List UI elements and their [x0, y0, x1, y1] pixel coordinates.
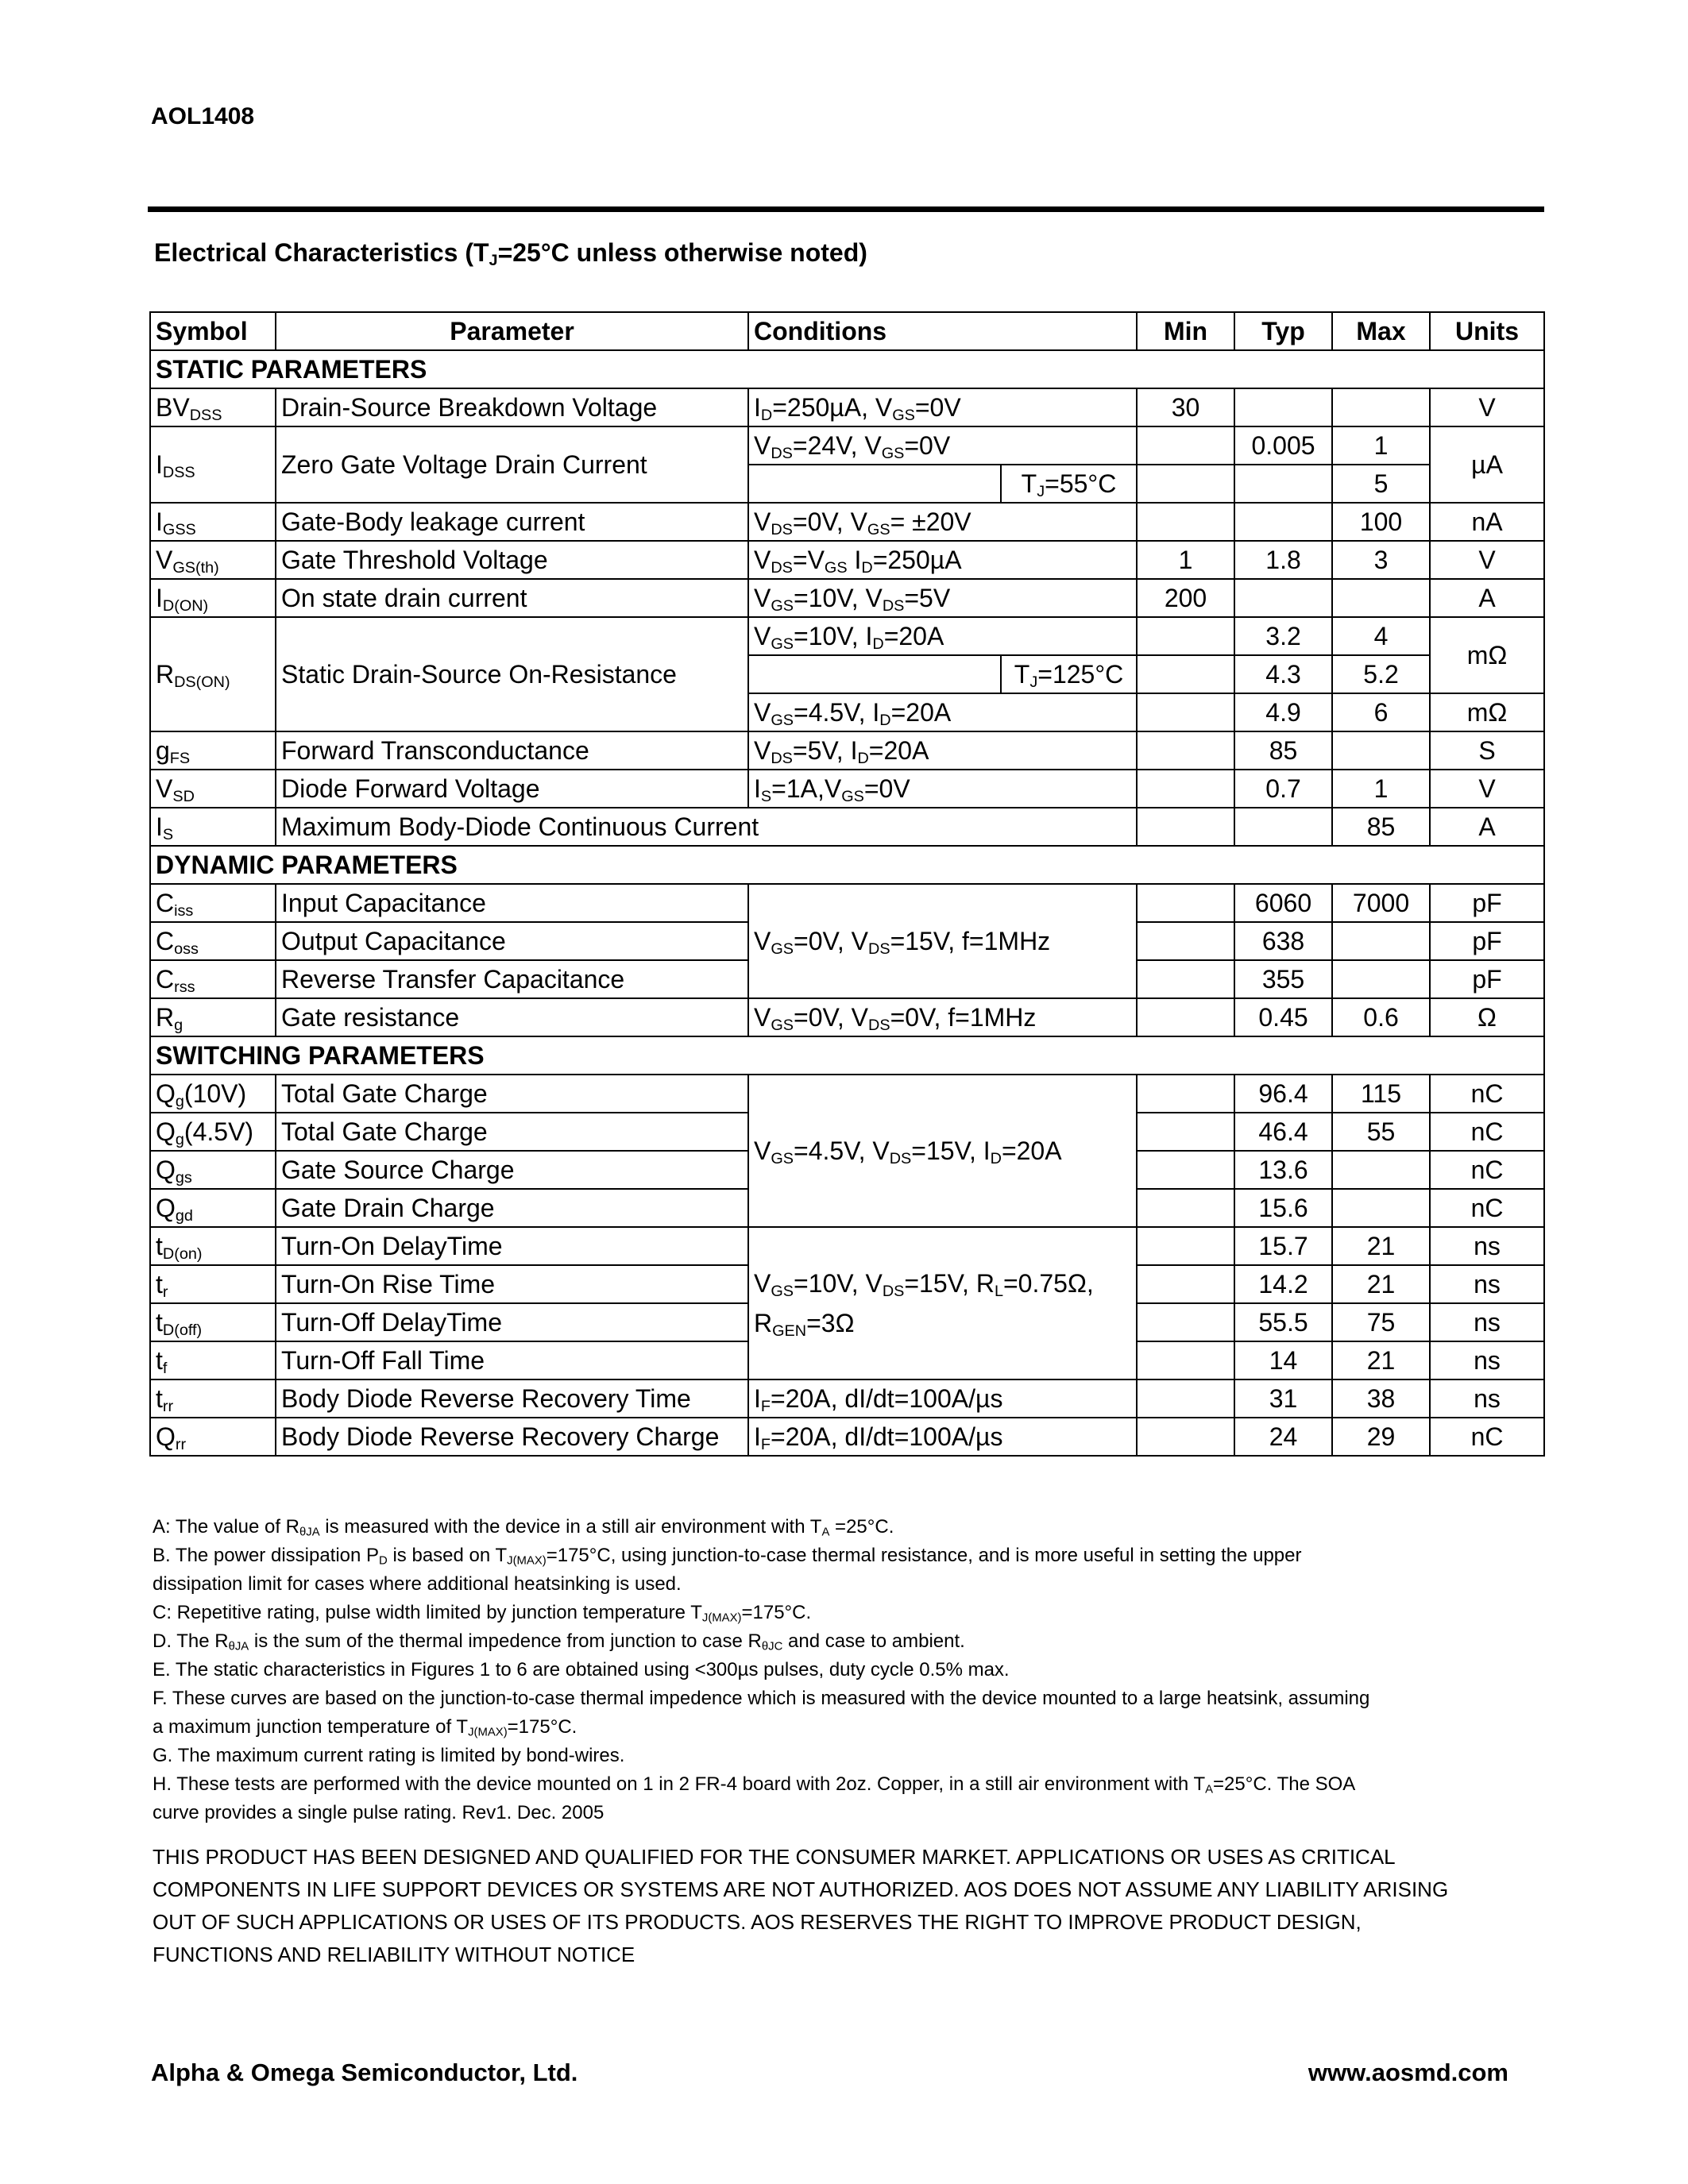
disclaimer-line: COMPONENTS IN LIFE SUPPORT DEVICES OR SYSTEMS ARE NOT AUTHORIZED. AOS DOES NOT ASSUME ANY LIABILITY ARISING — [153, 1877, 1449, 1901]
note-b-cont: dissipation limit for cases where additional heatsinking is used. — [153, 1573, 682, 1595]
typ-cell: 13.6 — [1234, 1151, 1332, 1189]
table-row — [150, 1075, 1544, 1113]
symbol-cell: $V_{SD}$ — [150, 770, 276, 808]
max-cell: 4 — [1332, 617, 1430, 655]
disclaimer-line: FUNCTIONS AND RELIABILITY WITHOUT NOTICE — [153, 1943, 635, 1966]
symbol-cell: $t_r$ — [150, 1265, 276, 1303]
units-cell: A — [1430, 579, 1544, 617]
symbol-cell: $I_S$ — [150, 808, 276, 846]
max-cell — [1332, 1151, 1430, 1189]
typ-cell — [1234, 808, 1332, 846]
parameter-cell: Gate resistance — [276, 998, 748, 1036]
conditions-cell: $V_{GS}=4.5V$, $I_D=20A$ — [748, 693, 1137, 731]
parameter-cell: Turn-On Rise Time — [276, 1265, 748, 1303]
typ-cell: 0.45 — [1234, 998, 1332, 1036]
section-title-text: Electrical Characteristics (T — [154, 238, 489, 267]
units-cell: pF — [1430, 922, 1544, 960]
max-cell: 38 — [1332, 1379, 1430, 1418]
units-cell: ns — [1430, 1227, 1544, 1265]
min-cell — [1137, 1379, 1234, 1418]
max-cell: 7000 — [1332, 884, 1430, 922]
parameter-cell: Gate Drain Charge — [276, 1189, 748, 1227]
conditions-cell: $V_{DS}=24V$, $V_{GS}=0V$ — [748, 426, 1137, 465]
parameter-cell: Gate Threshold Voltage — [276, 541, 748, 579]
max-cell: 75 — [1332, 1303, 1430, 1341]
table-row — [150, 579, 1544, 617]
max-cell: 115 — [1332, 1075, 1430, 1113]
parameter-cell: Input Capacitance — [276, 884, 748, 922]
symbol-cell: $C_{rss}$ — [150, 960, 276, 998]
max-cell: 1 — [1332, 770, 1430, 808]
static-section-header: STATIC PARAMETERS — [150, 350, 1544, 388]
symbol-cell: $g_{FS}$ — [150, 731, 276, 770]
part-number: AOL1408 — [151, 103, 255, 129]
note-c: C: Repetitive rating, pulse width limited by junction temperature $T_{J(MAX)}=175^\circ C$. — [153, 1602, 812, 1625]
parameter-cell: Total Gate Charge — [276, 1113, 748, 1151]
note-h-cont: curve provides a single pulse rating. Rev1. Dec. 2005 — [153, 1802, 605, 1823]
typ-cell: 355 — [1234, 960, 1332, 998]
col-typ: Typ — [1234, 312, 1332, 350]
symbol-cell: $Q_{gd}$ — [150, 1189, 276, 1227]
units-cell: pF — [1430, 960, 1544, 998]
electrical-characteristics-table — [149, 311, 1545, 1457]
max-cell — [1332, 579, 1430, 617]
typ-cell: 1.8 — [1234, 541, 1332, 579]
conditions-cell: $I_S=1A,V_{GS}=0V$ — [748, 770, 1137, 808]
max-cell: 1 — [1332, 426, 1430, 465]
symbol-cell: $I_{DSS}$ — [150, 426, 276, 503]
website-link[interactable]: www.aosmd.com — [1308, 2059, 1508, 2086]
symbol-cell: $R_{DS(ON)}$ — [150, 617, 276, 731]
conditions-cell: $V_{DS}=5V$, $I_D=20A$ — [748, 731, 1137, 770]
parameter-cell: Gate-Body leakage current — [276, 503, 748, 541]
units-cell: ns — [1430, 1303, 1544, 1341]
dynamic-section-header: DYNAMIC PARAMETERS — [150, 846, 1544, 884]
typ-cell: 24 — [1234, 1418, 1332, 1456]
disclaimer — [153, 1841, 1543, 1971]
symbol-cell: $V_{GS(th)}$ — [150, 541, 276, 579]
footnotes — [153, 1513, 1543, 1827]
min-cell — [1137, 731, 1234, 770]
table-row — [150, 388, 1544, 426]
min-cell: 1 — [1137, 541, 1234, 579]
section-title-rest: =25°C unless otherwise noted) — [497, 238, 867, 267]
min-cell — [1137, 922, 1234, 960]
conditions-cell — [748, 465, 1001, 503]
min-cell — [1137, 884, 1234, 922]
typ-cell — [1234, 465, 1332, 503]
typ-cell: 6060 — [1234, 884, 1332, 922]
note-h: H. These tests are performed with the device mounted on 1 in 2 FR-4 board with 2oz. Copper, in a still air environment with $T_A=25^\circ C$. The SOA — [153, 1773, 1356, 1796]
symbol-cell: $t_{rr}$ — [150, 1379, 276, 1418]
conditions-cell: $V_{GS}=10V$, $I_D=20A$ — [748, 617, 1137, 655]
table-row — [150, 1227, 1544, 1265]
min-cell — [1137, 998, 1234, 1036]
parameter-cell: Reverse Transfer Capacitance — [276, 960, 748, 998]
symbol-cell: $t_{D(off)}$ — [150, 1303, 276, 1341]
parameter-cell: Turn-Off Fall Time — [276, 1341, 748, 1379]
conditions-cell: $V_{DS}=0V$, $V_{GS}= \pm 20V$ — [748, 503, 1137, 541]
conditions-cell: $T_J=125^\circ C$ — [1001, 655, 1137, 693]
min-cell — [1137, 1303, 1234, 1341]
min-cell — [1137, 1418, 1234, 1456]
max-cell: 100 — [1332, 503, 1430, 541]
units-cell: pF — [1430, 884, 1544, 922]
units-cell: mΩ — [1430, 617, 1544, 693]
symbol-cell: $Q_{gs}$ — [150, 1151, 276, 1189]
note-g: G. The maximum current rating is limited by bond-wires. — [153, 1745, 625, 1766]
units-cell: ns — [1430, 1265, 1544, 1303]
symbol-cell: $BV_{DSS}$ — [150, 388, 276, 426]
conditions-cell: $V_{DS}=V_{GS}$ $I_D=250\mu A$ — [748, 541, 1137, 579]
symbol-cell: $Q_{rr}$ — [150, 1418, 276, 1456]
section-title-sub: J — [489, 251, 498, 269]
symbol-cell: $I_{D(ON)}$ — [150, 579, 276, 617]
max-cell — [1332, 960, 1430, 998]
min-cell: 200 — [1137, 579, 1234, 617]
parameter-cell: Drain-Source Breakdown Voltage — [276, 388, 748, 426]
min-cell — [1137, 770, 1234, 808]
parameter-cell: On state drain current — [276, 579, 748, 617]
table-row — [150, 808, 1544, 846]
symbol-cell: $Q_g(10V)$ — [150, 1075, 276, 1113]
symbol-cell: $Q_g(4.5V)$ — [150, 1113, 276, 1151]
symbol-cell: $t_f$ — [150, 1341, 276, 1379]
min-cell — [1137, 960, 1234, 998]
col-symbol: Symbol — [150, 312, 276, 350]
conditions-cell: $V_{GS}=10V$, $V_{DS}=5V$ — [748, 579, 1137, 617]
max-cell: 5 — [1332, 465, 1430, 503]
min-cell — [1137, 1265, 1234, 1303]
table-row — [150, 770, 1544, 808]
max-cell — [1332, 1189, 1430, 1227]
typ-cell: 85 — [1234, 731, 1332, 770]
conditions-cell: $T_J=55^\circ C$ — [1001, 465, 1137, 503]
max-cell: 21 — [1332, 1227, 1430, 1265]
typ-cell: 46.4 — [1234, 1113, 1332, 1151]
units-cell: S — [1430, 731, 1544, 770]
units-cell: nC — [1430, 1113, 1544, 1151]
min-cell — [1137, 465, 1234, 503]
typ-cell: 4.3 — [1234, 655, 1332, 693]
units-cell: Ω — [1430, 998, 1544, 1036]
symbol-cell: $C_{iss}$ — [150, 884, 276, 922]
parameter-cell: Forward Transconductance — [276, 731, 748, 770]
min-cell — [1137, 1151, 1234, 1189]
symbol-cell: $t_{D(on)}$ — [150, 1227, 276, 1265]
units-cell: nC — [1430, 1075, 1544, 1113]
typ-cell: 3.2 — [1234, 617, 1332, 655]
typ-cell: 15.6 — [1234, 1189, 1332, 1227]
typ-cell: 15.7 — [1234, 1227, 1332, 1265]
max-cell: 3 — [1332, 541, 1430, 579]
min-cell — [1137, 1227, 1234, 1265]
table-row — [150, 426, 1544, 465]
parameter-cell: Total Gate Charge — [276, 1075, 748, 1113]
table-row — [150, 1379, 1544, 1418]
note-a: A: The value of $R_{\theta JA}$ is measured with the device in a still air environment with $T_A =25^\circ C$. — [153, 1516, 894, 1539]
units-cell: nC — [1430, 1151, 1544, 1189]
conditions-cell: $I_F=20A$, dI/dt=100A/µs — [748, 1379, 1137, 1418]
max-cell: 29 — [1332, 1418, 1430, 1456]
conditions-cell: $V_{GS}=0V$, $V_{DS}=0V$, f=1MHz — [748, 998, 1137, 1036]
symbol-cell: $C_{oss}$ — [150, 922, 276, 960]
typ-cell: 14 — [1234, 1341, 1332, 1379]
typ-cell: 14.2 — [1234, 1265, 1332, 1303]
table-row — [150, 731, 1544, 770]
switching-section-header: SWITCHING PARAMETERS — [150, 1036, 1544, 1075]
table-row — [150, 998, 1544, 1036]
parameter-cell: Zero Gate Voltage Drain Current — [276, 426, 748, 503]
col-max: Max — [1332, 312, 1430, 350]
max-cell — [1332, 922, 1430, 960]
conditions-cell: $V_{GS}=4.5V$, $V_{DS}=15V$, $I_D=20A$ — [748, 1075, 1137, 1227]
typ-cell — [1234, 503, 1332, 541]
disclaimer-line: OUT OF SUCH APPLICATIONS OR USES OF ITS PRODUCTS. AOS RESERVES THE RIGHT TO IMPROVE PRODUCT DESIGN, — [153, 1910, 1362, 1934]
note-b: B. The power dissipation $P_D$ is based on $T_{J(MAX)}=175^\circ C$, using junction-to-case thermal resistance, and is more useful in setting the upper — [153, 1545, 1302, 1568]
disclaimer-line: THIS PRODUCT HAS BEEN DESIGNED AND QUALIFIED FOR THE CONSUMER MARKET. APPLICATIONS OR USES AS CRITICAL — [153, 1845, 1396, 1869]
max-cell: 21 — [1332, 1341, 1430, 1379]
min-cell — [1137, 655, 1234, 693]
units-cell: nC — [1430, 1189, 1544, 1227]
typ-cell: 31 — [1234, 1379, 1332, 1418]
company-name: Alpha & Omega Semiconductor, Ltd. — [151, 2059, 578, 2086]
typ-cell: 4.9 — [1234, 693, 1332, 731]
col-parameter: Parameter — [276, 312, 748, 350]
typ-cell — [1234, 388, 1332, 426]
table-header-row — [150, 312, 1544, 350]
typ-cell — [1234, 579, 1332, 617]
max-cell — [1332, 731, 1430, 770]
units-cell: ns — [1430, 1341, 1544, 1379]
section-title — [154, 238, 867, 268]
parameter-cell: Body Diode Reverse Recovery Time — [276, 1379, 748, 1418]
max-cell: 5.2 — [1332, 655, 1430, 693]
units-cell: nC — [1430, 1418, 1544, 1456]
units-cell: V — [1430, 388, 1544, 426]
units-cell: A — [1430, 808, 1544, 846]
note-e: E. The static characteristics in Figures 1 to 6 are obtained using <300µs pulses, duty cycle 0.5% max. — [153, 1659, 1010, 1680]
table-row — [150, 617, 1544, 655]
note-f-cont: a maximum junction temperature of $T_{J(MAX)}=175^\circ C$. — [153, 1716, 577, 1739]
parameter-cell: Maximum Body-Diode Continuous Current — [276, 808, 1137, 846]
min-cell — [1137, 617, 1234, 655]
units-cell: V — [1430, 770, 1544, 808]
parameter-cell: Diode Forward Voltage — [276, 770, 748, 808]
units-cell: nA — [1430, 503, 1544, 541]
table-row — [150, 541, 1544, 579]
max-cell: 6 — [1332, 693, 1430, 731]
table-row — [150, 1418, 1544, 1456]
parameter-cell: Output Capacitance — [276, 922, 748, 960]
symbol-cell: $R_g$ — [150, 998, 276, 1036]
table-row — [150, 503, 1544, 541]
header-rule — [148, 206, 1544, 212]
typ-cell: 55.5 — [1234, 1303, 1332, 1341]
conditions-cell: $I_D=250\mu A$, $V_{GS}=0V$ — [748, 388, 1137, 426]
typ-cell: 638 — [1234, 922, 1332, 960]
units-cell: mΩ — [1430, 693, 1544, 731]
max-cell: 55 — [1332, 1113, 1430, 1151]
typ-cell: 0.005 — [1234, 426, 1332, 465]
min-cell — [1137, 1341, 1234, 1379]
note-f: F. These curves are based on the junction-to-case thermal impedence which is measured with the device mounted to a large heatsink, assuming — [153, 1688, 1370, 1709]
max-cell: 0.6 — [1332, 998, 1430, 1036]
min-cell: 30 — [1137, 388, 1234, 426]
parameter-cell: Turn-Off DelayTime — [276, 1303, 748, 1341]
typ-cell: 96.4 — [1234, 1075, 1332, 1113]
table-row — [150, 884, 1544, 922]
parameter-cell: Gate Source Charge — [276, 1151, 748, 1189]
parameter-cell: Turn-On DelayTime — [276, 1227, 748, 1265]
min-cell — [1137, 1075, 1234, 1113]
conditions-cell: $V_{GS}=10V$, $V_{DS}=15V$, $R_L=0.75\Omega$, $R_{GEN}=3\Omega$ — [748, 1227, 1137, 1379]
min-cell — [1137, 1189, 1234, 1227]
min-cell — [1137, 693, 1234, 731]
col-units: Units — [1430, 312, 1544, 350]
units-cell: ns — [1430, 1379, 1544, 1418]
symbol-cell: $I_{GSS}$ — [150, 503, 276, 541]
col-conditions: Conditions — [748, 312, 1137, 350]
parameter-cell: Static Drain-Source On-Resistance — [276, 617, 748, 731]
typ-cell: 0.7 — [1234, 770, 1332, 808]
min-cell — [1137, 1113, 1234, 1151]
max-cell — [1332, 388, 1430, 426]
units-cell: µA — [1430, 426, 1544, 503]
note-d: D. The $R_{\theta JA}$ is the sum of the thermal impedence from junction to case $R_{\theta JC}$ and case to ambient. — [153, 1630, 965, 1653]
min-cell — [1137, 503, 1234, 541]
col-min: Min — [1137, 312, 1234, 350]
min-cell — [1137, 426, 1234, 465]
parameter-cell: Body Diode Reverse Recovery Charge — [276, 1418, 748, 1456]
conditions-cell — [748, 655, 1001, 693]
max-cell: 85 — [1332, 808, 1430, 846]
conditions-cell: $V_{GS}=0V$, $V_{DS}=15V$, f=1MHz — [748, 884, 1137, 998]
units-cell: V — [1430, 541, 1544, 579]
max-cell: 21 — [1332, 1265, 1430, 1303]
conditions-cell: $I_F=20A$, dI/dt=100A/µs — [748, 1418, 1137, 1456]
min-cell — [1137, 808, 1234, 846]
